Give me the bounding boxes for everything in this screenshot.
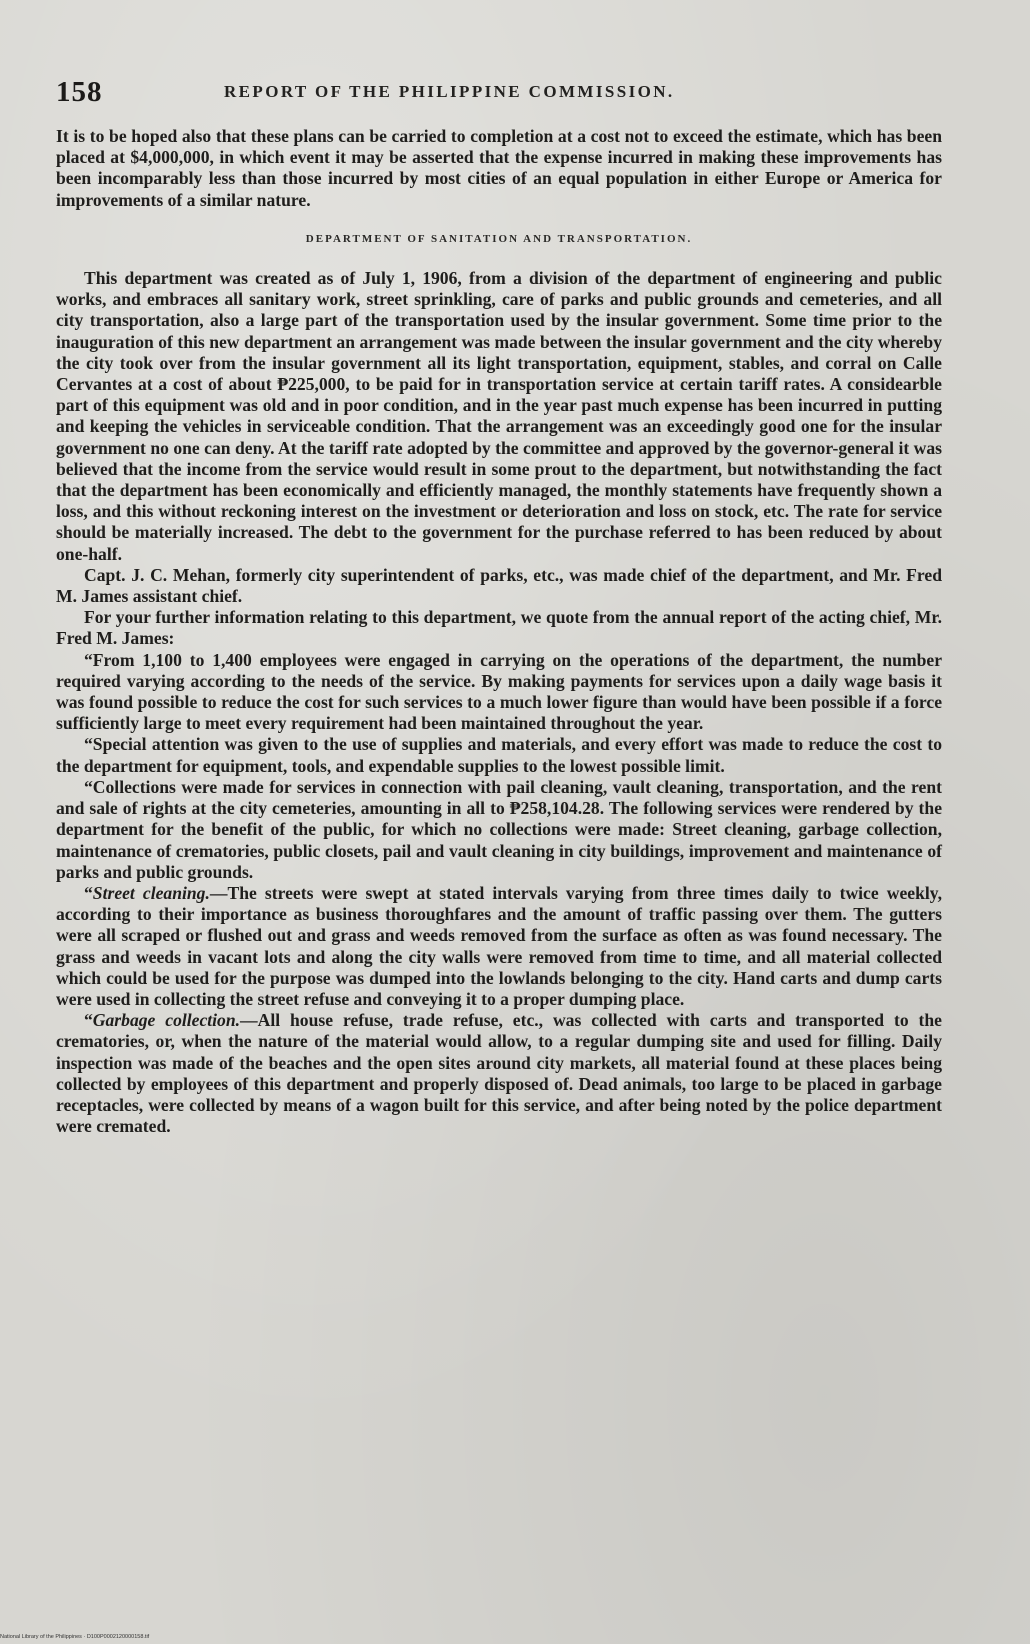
garbage-collection-text: —All house refuse, trade refuse, etc., was collected with carts and transported to the crematories, or, when the nature of the material would allow, to a regular dumping site and used for filling. Daily inspection was made of the beaches and the open sites around city markets, all material found at these places being collected by employees of this department and properly disposed of. Dead animals, too large to be placed in garbage receptacles, were collected by means of a wagon built for this service, and after being noted by the police department were cremated.	[56, 1010, 942, 1137]
paragraph-street-cleaning	[56, 883, 942, 1010]
section-heading: DEPARTMENT OF SANITATION AND TRANSPORTATION.	[305, 232, 693, 245]
paragraph-plans-cost: It is to be hoped also that these plans can be carried to completion at a cost not to exceed the estimate, which has been placed at $4,000,000, in which event it may be asserted that the expense incurred in making these improvements has been incomparably less than those incurred by most cities of an equal population in either Europe or America for improvements of a similar nature.	[56, 126, 942, 210]
paragraph-mehan-appointment: Capt. J. C. Mehan, formerly city superintendent of parks, etc., was made chief of the department, and Mr. Fred M. James assistant chief.	[56, 564, 942, 607]
quote-mark: “	[84, 882, 93, 903]
paragraph-collections: “Collections were made for services in connection with pail cleaning, vault cleaning, transportation, and the rent and sale of rights at the city cemeteries, amounting in all to ₱258,104.28. The following services were rendered by the department for the benefit of the public, for which no collections were made: Street cleaning, garbage collection, maintenance of crematories, public closets, pail and vault cleaning in city buildings, improvement and maintenance of parks and public grounds.	[56, 776, 942, 882]
paragraph-garbage-collection	[56, 1010, 942, 1137]
quote-mark: “	[84, 1010, 93, 1031]
paragraph-department-created: This department was created as of July 1, 1906, from a division of the department of engineering and public works, and embraces all sanitary work, street sprinkling, care of parks and public grounds and cemeteries, and all city transportation, also a large part of the transportation used by the insular government. Some time prior to the inauguration of this new department an arrangement was made between the insular government and the city whereby the city took over from the insular government all its light transportation, equipment, stables, and corral on Calle Cervantes at a cost of about ₱225,000, to be paid for in transportation service at certain tariff rates. A considearble part of this equipment was old and in poor condition, and in the year past much expense has been incurred in putting and keeping the vehicles in serviceable condition. That the arrangement was an exceedingly good one for the insular government no one can deny. At the tariff rate adopted by the committee and approved by the governor-general it was believed that the income from the service would result in some prout to the department, but notwithstanding the fact that the department has been economically and efficiently managed, the monthly statements have frequently shown a loss, and this without reckoning interest on the investment or deterioration and loss on stock, etc. The rate for service should be materially increased. The debt to the government for the purchase referred to has been reduced by about one-half.	[56, 268, 942, 564]
body-text	[56, 126, 942, 1137]
paragraph-supplies: “Special attention was given to the use of supplies and materials, and every effort was made to reduce the cost to the department for equipment, tools, and expendable supplies to the lowest possible limit.	[56, 734, 942, 776]
street-cleaning-text: —The streets were swept at stated intervals varying from three times daily to twice weekly, according to their importance as business thoroughfares and the amount of traffic passing over them. The gutters were all scraped or flushed out and grass and weeds removed from the surface as often as was found necessary. The grass and weeds in vacant lots and along the city walls were removed from time to time, and all material collected which could be used for the purpose was dumped into the lowlands belonging to the city. Hand carts and dump carts were used in collecting the street refuse and conveying it to a proper dumping place.	[56, 882, 942, 1009]
scan-credit: National Library of the Philippines · D100P0002120000158.tif	[0, 1634, 150, 1640]
subheading-garbage-collection: Garbage collection.	[92, 1010, 241, 1031]
paragraph-further-information: For your further information relating to this department, we quote from the annual report of the acting chief, Mr. Fred M. James:	[56, 607, 942, 649]
running-head	[56, 76, 976, 116]
subheading-street-cleaning: Street cleaning.	[92, 882, 210, 903]
running-title: REPORT OF THE PHILIPPINE COMMISSION.	[224, 82, 675, 101]
paragraph-employees: “From 1,100 to 1,400 employees were engaged in carrying on the operations of the department, the number required varying according to the needs of the service. By making payments for services upon a daily wage basis it was found possible to reduce the cost for such services to a much lower figure than would have been possible if a force sufficiently large to meet every requirement had been maintained throughout the year.	[56, 649, 942, 734]
page-number: 158	[56, 76, 103, 108]
